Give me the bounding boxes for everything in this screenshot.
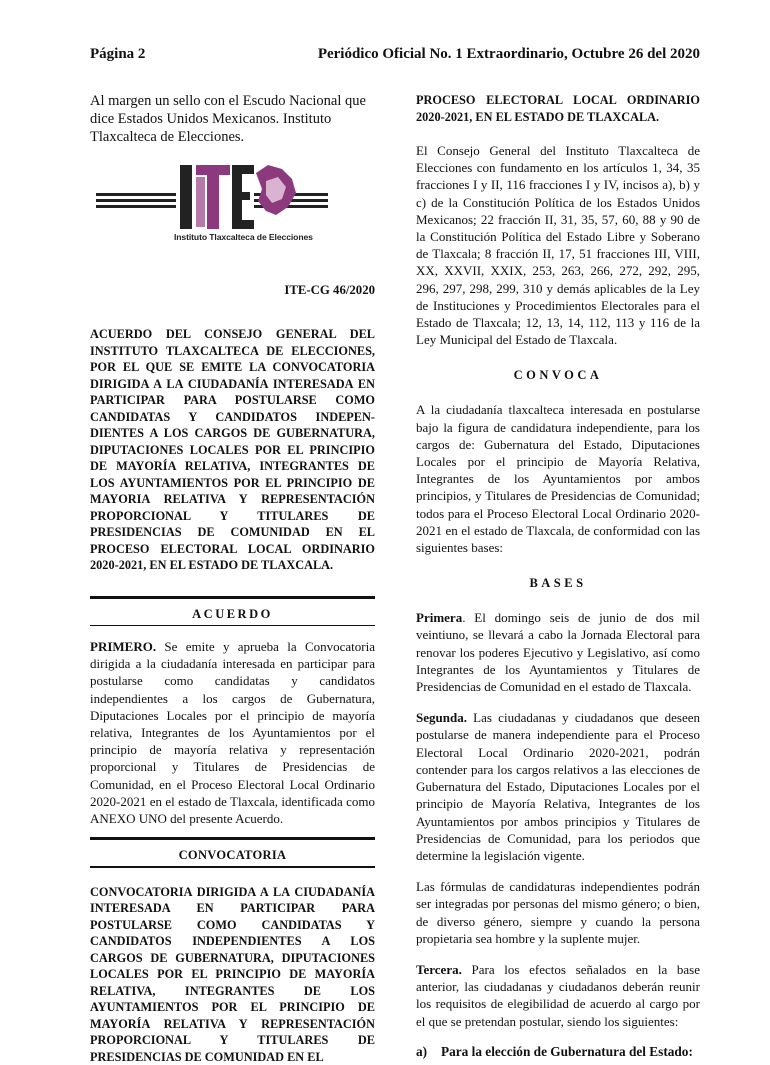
item-a-label: a) <box>416 1043 428 1059</box>
item-a-text: Para la elección de Gubernatura del Estado: <box>441 1043 693 1059</box>
segunda-label: Segunda. <box>416 710 467 726</box>
seal-note: Al margen un sello con el Escudo Nacional que dice Estados Unidos Mexicanos. Instituto Tlaxcalteca de Elecciones. <box>90 93 366 145</box>
convoca-paragraph: A la ciudadanía tlaxcalteca interesada en postularse bajo la figura de candidatura independiente, para los cargos de: Gubernatura del Estado, Diputaciones Locales por el principio de Mayoría Relativa, Integrantes de los Ayuntamientos por ambos principios, y Titulares de Presidencias de Comunidad; todos para el Proceso Electoral Local Ordinario 2020-2021 en el estado de Tlaxcala, de conformidad con las siguientes bases: <box>416 402 700 556</box>
left-column <box>90 92 375 1065</box>
tercera-label: Tercera. <box>416 961 462 977</box>
ite-logo <box>96 159 328 247</box>
acuerdo-heading: ACUERDO <box>192 606 273 621</box>
item-a <box>416 1044 700 1060</box>
publication-title: Periódico Oficial No. 1 Extraordinario, Octubre 26 del 2020 <box>317 46 700 62</box>
primera-paragraph <box>416 609 700 695</box>
convoca-heading: CONVOCA <box>513 368 603 383</box>
segunda-paragraph <box>416 709 700 864</box>
council-paragraph: El Consejo General del Instituto Tlaxcalteca de Elecciones con fundamento en los artículos 1, 34, 35 fracciones I y II, 116 fracciones I y IV, incisos a), b) y c) de la Constitución Política de los Estados Unidos Mexicanos; 22 fracción II, 31, 35, 57, 60, 88 y 90 de la Constitución Política del Estado Libre y Soberano de Tlaxcala; 8 fracción II, 17, 51 fracciones III, VIII, XX, XXVII, XXIX, 253, 263, 266, 272, 292, 295, 296, 297, 298, 299, 310 y demás aplicables de la Ley de Instituciones y Procedimientos Electorales para el Estado de Tlaxcala; 12, 13, 14, 112, 113 y 116 de la Ley Municipal del Estado de Tlaxcala. <box>416 143 700 348</box>
convocatoria-heading: CONVOCATORIA <box>178 848 287 863</box>
primero-label: PRIMERO. <box>90 639 157 654</box>
logo-caption: Instituto Tlaxcalteca de Elecciones <box>174 232 313 242</box>
formulas-paragraph: Las fórmulas de candidaturas independientes podrán ser integradas por personas del mismo género; o bien, de diverso género, siempre y cuando la persona propietaria sea hombre y la suplente mujer. <box>416 879 700 946</box>
acuerdo-section-header <box>90 596 375 627</box>
primero-paragraph <box>90 638 375 827</box>
tercera-text: Para los efectos señalados en la base anterior, las ciudadanas y ciudadanos deberán reunir los requisitos de elegibilidad de acuerdo al cargo por el que se pretendan postular, siendo los siguientes: <box>416 961 700 1029</box>
primera-label: Primera <box>416 610 463 626</box>
convocatoria-section-header <box>90 837 375 868</box>
divider <box>90 596 375 599</box>
convocatoria-title: CONVOCATORIA DIRIGIDA A LA CIUDADANÍA INTERESADA EN PARTICIPAR PARA POSTULARSE COMO CANDIDATAS Y CANDIDATOS INDEPENDIENTES A LOS CARGOS DE GUBERNATURA, DIPUTACIONES LOCALES POR EL PRINCIPIO DE MAYORÍA RELATIVA, INTEGRANTES DE LOS AYUNTAMIENTOS POR EL PRINCIPIO DE MAYORÍA RELATIVA Y REPRESENTACIÓN PROPORCIONAL Y TITULARES DE PRESIDENCIAS DE COMUNIDAD EN EL <box>90 884 375 1064</box>
bases-heading: BASES <box>529 576 587 591</box>
divider <box>90 866 375 868</box>
right-column <box>416 92 700 1060</box>
title-continuation: PROCESO ELECTORAL LOCAL ORDINARIO 2020-2021, EN EL ESTADO DE TLAXCALA. <box>416 93 700 124</box>
segunda-text: Las ciudadanas y ciudadanos que deseen postularse de manera independiente para el Proceso Electoral Local Ordinario 2020-2021, podrán contender para los cargos relativos a las elecciones de Gubernatura del Estado, Diputaciones Locales por el principio de Mayoría Relativa, Integrantes de los Ayuntamientos por ambos principios y Titulares de Presidencias de Comunidad, para los periodos que determine la legislación vigente. <box>416 710 700 863</box>
primero-text: Se emite y aprueba la Convocatoria dirigida a la ciudadanía interesada en participar para postularse como candidatas y candidatos independientes a los cargos de Gubernatura, Diputaciones Locales por el principio de mayoría relativa, Integrantes de los Ayuntamientos por el principio de mayoría relativa y representación proporcional y Titulares de Presidencias de Comunidad, en el Proceso Electoral Local Ordinario 2020-2021 en el estado de Tlaxcala, identificada como ANEXO UNO del presente Acuerdo. <box>90 639 375 827</box>
divider <box>90 625 375 627</box>
divider <box>90 837 375 840</box>
document-number: ITE-CG 46/2020 <box>284 283 375 297</box>
tercera-paragraph <box>416 961 700 1030</box>
agreement-title: ACUERDO DEL CONSEJO GENERAL DEL INSTITUTO TLAXCALTECA DE ELECCIONES, POR EL QUE SE EMITE LA CONVOCATORIA DIRIGIDA A LA CIUDADANÍA INTERESADA EN PARTICIPAR PARA POSTULARSE COMO CANDIDATAS Y CANDIDATOS INDEPEN-DIENTES A LOS CARGOS DE GUBERNATURA, DIPUTACIONES LOCALES POR EL PRINCIPIO DE MAYORÍA RELATIVA, INTEGRANTES DE LOS AYUNTAMIENTOS POR EL PRINCIPIO DE MAYORIA RELATIVA Y REPRESENTACIÓN PROPORCIONAL Y TITULARES DE PRESIDENCIAS DE COMUNIDAD EN EL PROCESO ELECTORAL LOCAL ORDINARIO 2020-2021, EN EL ESTADO DE TLAXCALA. <box>90 327 375 572</box>
page-number: Página 2 <box>90 46 146 62</box>
primera-text: . El domingo seis de junio de dos mil veintiuno, se llevará a cabo la Jornada Electoral para renovar los poderes Ejecutivo y Legislativo, así como Integrantes de los Ayuntamientos y Titulares de Presidencias de Comunidad en el estado de Tlaxcala. <box>416 610 700 695</box>
